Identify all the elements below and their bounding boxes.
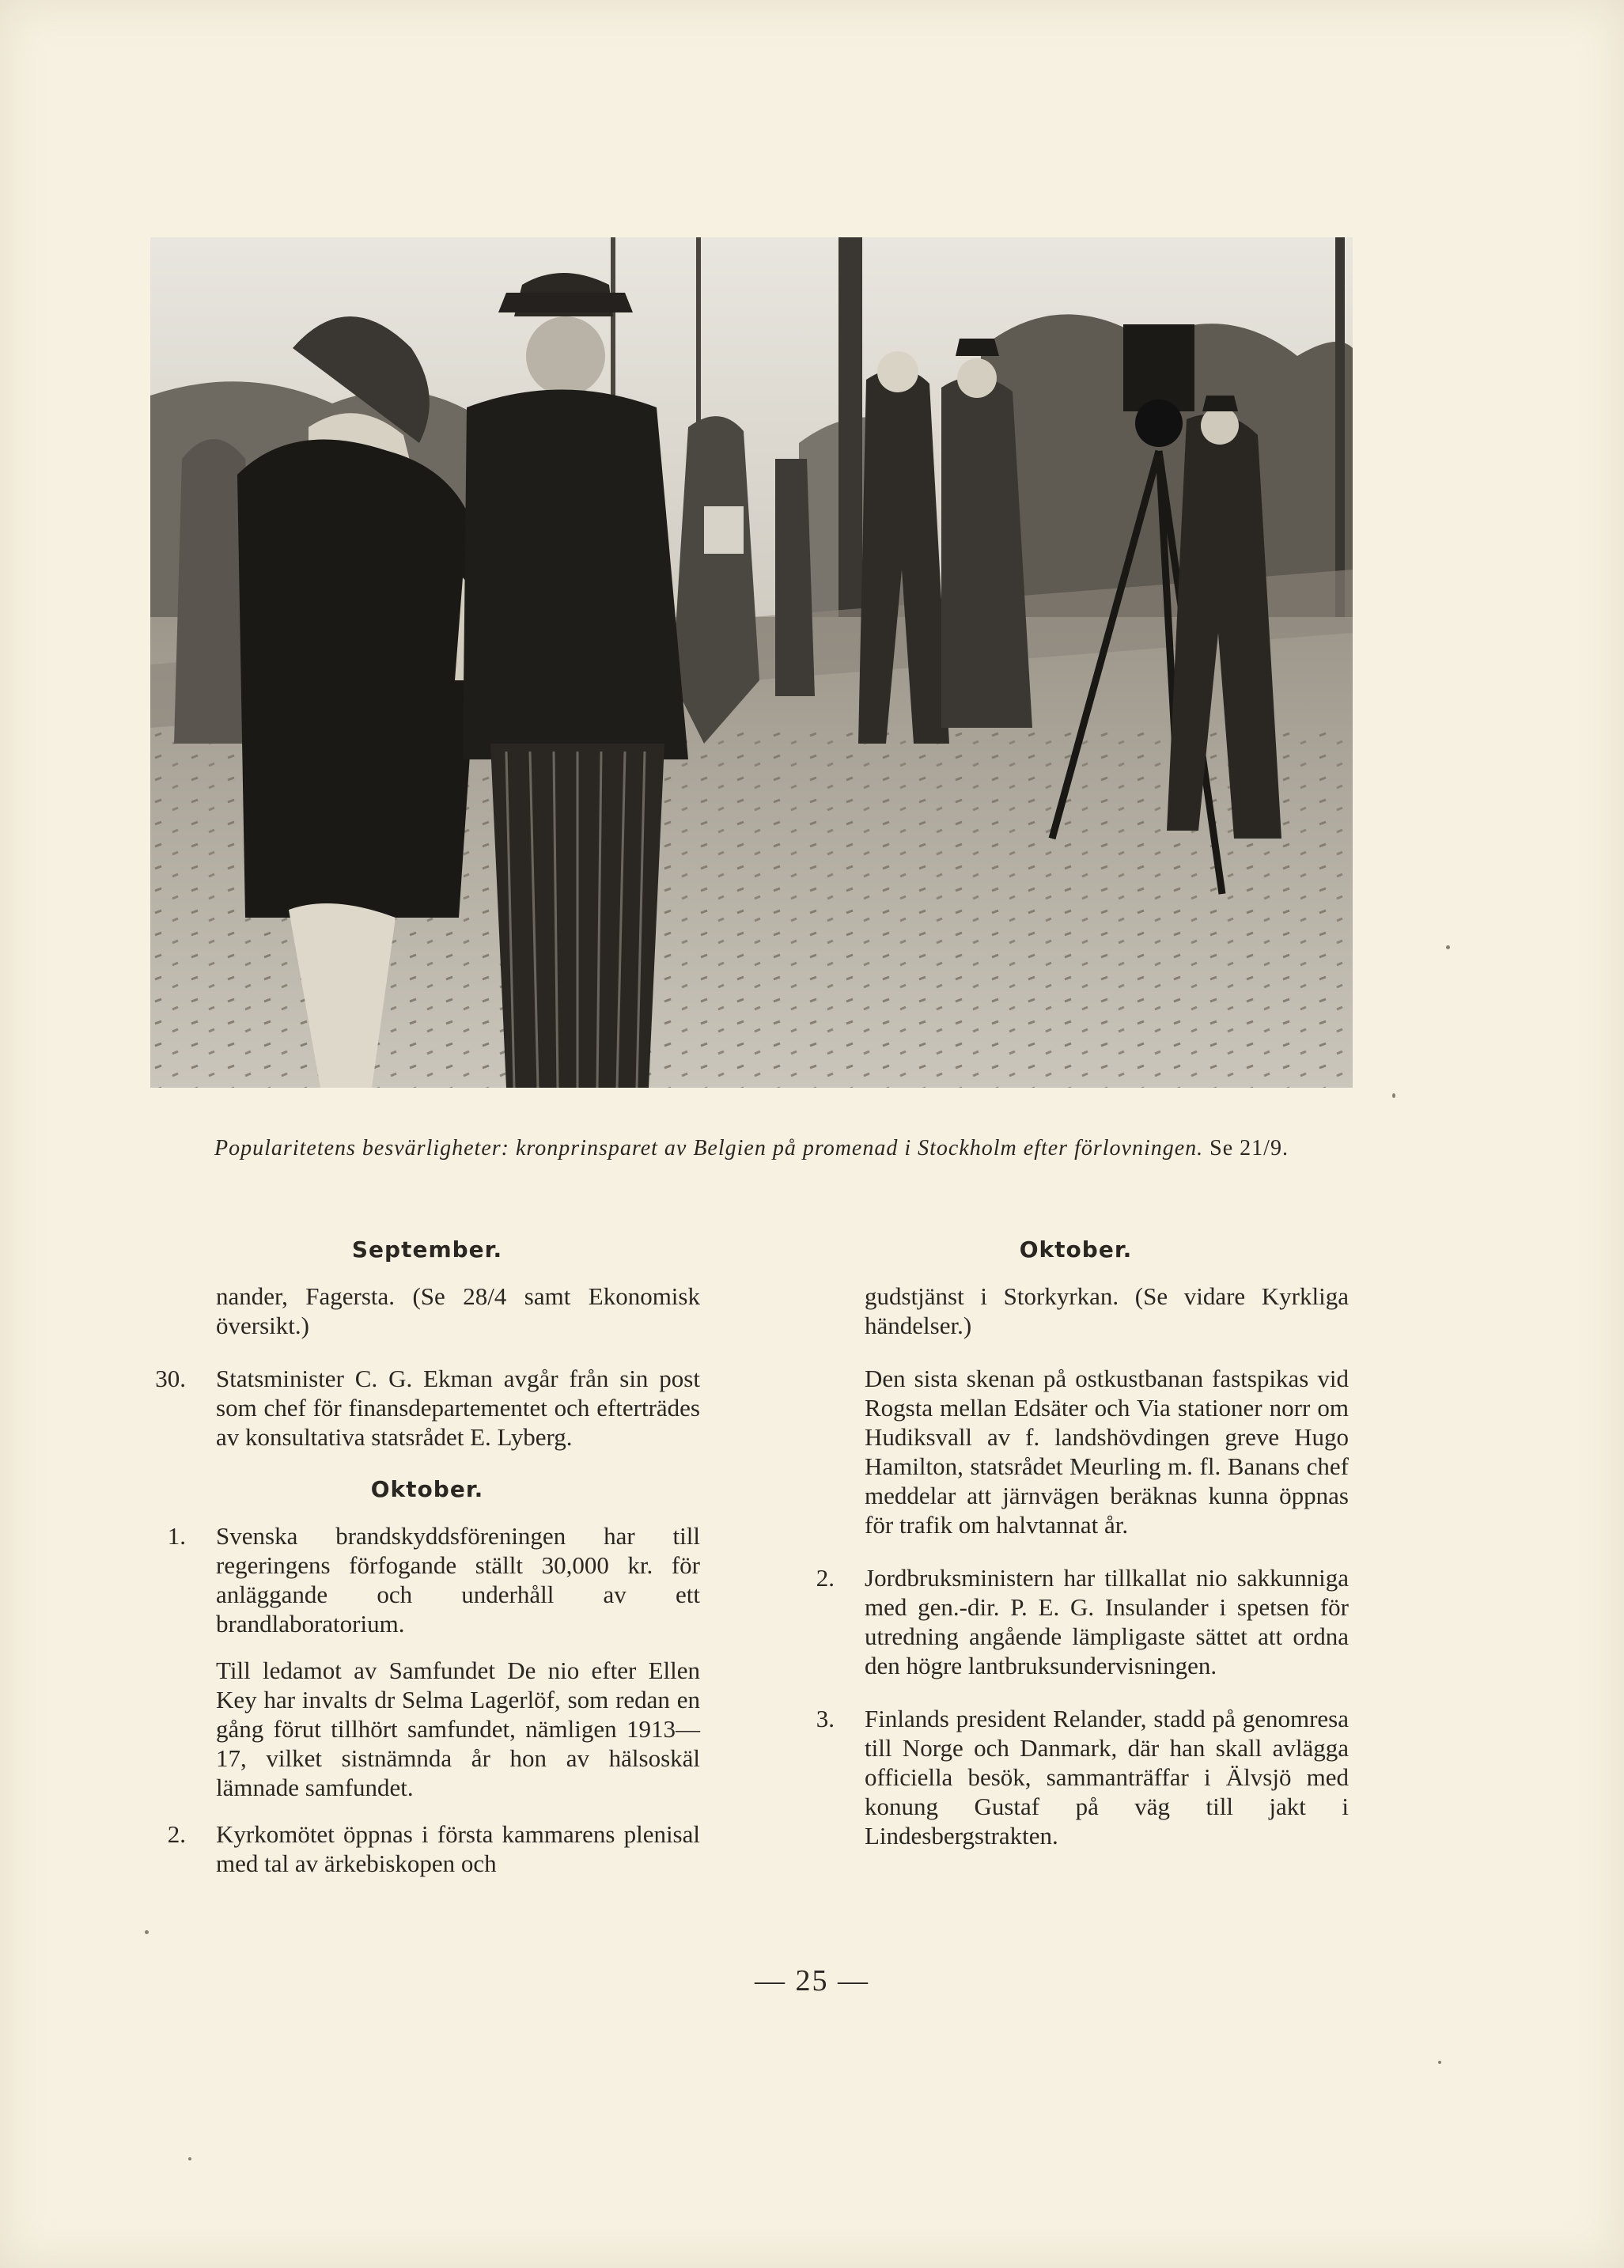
heading-september: September. — [351, 1236, 503, 1263]
entry-text: Svenska brandskyddsföreningen har till regeringens förfogande ställt 30,000 kr. för anläggande och underhåll av ett brandlaboratorium. — [216, 1522, 700, 1638]
entry-date: 30. — [155, 1365, 186, 1392]
photograph-crown-prince-couple — [150, 237, 1353, 1088]
paper-speck — [145, 1930, 149, 1934]
paper-speck — [1438, 2061, 1441, 2064]
entry-text: Den sista skenan på ostkustbanan fastspikas vid Rogsta mellan Edsäter och Via stationer norr om Hudiksvall av f. landshövdingen greve Hugo Hamilton, statsrådet Meurling m. fl. Banans chef meddelar att järnvägen beräknas kunna öppnas för trafik om halvtannat år. — [865, 1365, 1349, 1539]
left-column — [154, 1236, 700, 1878]
entry-okt-1 — [154, 1521, 700, 1638]
heading-oktober-left: Oktober. — [370, 1476, 484, 1502]
entry-text: Finlands president Relander, stadd på genomresa till Norge och Danmark, där han skall avlägga officiella besök, sammanträffar i Älvsjö med konung Gustaf på väg till jakt i Lindesbergstrakten. — [865, 1705, 1349, 1850]
entry-date: 1. — [167, 1522, 186, 1550]
entry-text: Till ledamot av Samfundet De nio efter Ellen Key har invalts dr Selma Lagerlöf, som redan en gång förut tillhört samfundet, nämligen 1913—17, vilket sistnämnda år hon av hälsoskäl lämnade samfundet. — [216, 1657, 700, 1801]
entry-text: Jordbruksministern har tillkallat nio sakkunniga med gen.-dir. P. E. G. Insulander i spetsen för utredning angående lämpligaste sättet att ordna den högre lantbruksundervisningen. — [865, 1564, 1349, 1679]
entry-text: gudstjänst i Storkyrkan. (Se vidare Kyrkliga händelser.) — [865, 1282, 1349, 1339]
heading-oktober-right: Oktober. — [1019, 1236, 1133, 1263]
entry-ostkustbanan — [803, 1364, 1349, 1539]
paper-speck — [1392, 1093, 1395, 1098]
entry-continuation-right — [803, 1282, 1349, 1340]
entry-okt-1-samfundet — [154, 1656, 700, 1802]
photo-illustration — [150, 237, 1353, 1088]
right-column — [803, 1236, 1349, 1850]
paper-speck — [188, 2157, 191, 2160]
photo-caption — [150, 1133, 1353, 1164]
caption-italic-text: Popularitetens besvärligheter: kronprinsparet av Belgien på promenad i Stockholm efter förlovningen. — [214, 1136, 1204, 1161]
entry-date: 2. — [816, 1564, 835, 1592]
entry-date: 2. — [167, 1820, 186, 1848]
entry-okt-2-left — [154, 1819, 700, 1878]
caption-reference: Se 21/9. — [1209, 1136, 1289, 1161]
entry-okt-3 — [803, 1704, 1349, 1850]
entry-continuation-left — [154, 1282, 700, 1340]
page-number: — 25 — — [755, 1964, 869, 1997]
paper-speck — [1446, 945, 1450, 949]
entry-sep-30 — [154, 1364, 700, 1452]
entry-okt-2-right — [803, 1563, 1349, 1680]
entry-date: 3. — [816, 1705, 835, 1732]
entry-text: Statsminister C. G. Ekman avgår från sin post som chef för finansdepartementet och efterträdes av konsultativa statsrådet E. Lyberg. — [216, 1365, 700, 1451]
entry-text: Kyrkomötet öppnas i första kammarens plenisal med tal av ärkebiskopen och — [216, 1820, 700, 1877]
entry-text: nander, Fagersta. (Se 28/4 samt Ekonomisk översikt.) — [216, 1282, 700, 1339]
